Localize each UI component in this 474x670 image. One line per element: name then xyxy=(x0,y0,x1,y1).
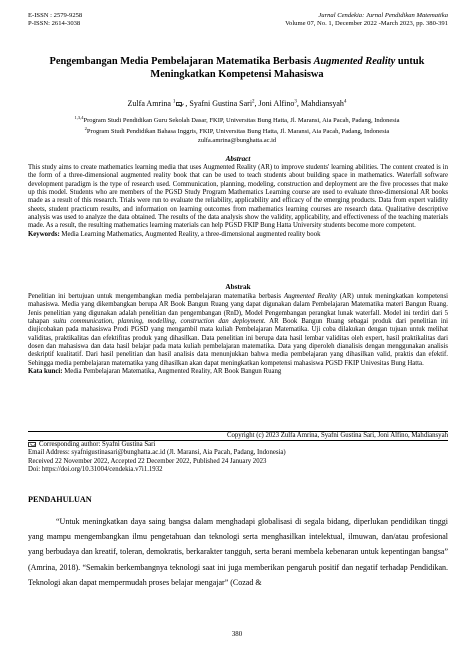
intro-paragraph: “Untuk meningkatkan daya saing bangsa dalam menghadapi globalisasi di segala bidang, diperlukan pendidikan tinggi yang mampu mengembangkan ilmu pengetahuan dan teknologi serta menghasilkan intelektual, ilmuwan, dan/atau profesional yang berbudaya dan kreatif, toleran, demokratis, berkarakter tangguh, serta berani membela kebenaran untuk kepentingan bangsa” (Amrina, 2018). “Semakin berkembangnya teknologi saat ini juga memberikan pengaruh positif dan negatif terhadap Pendidikan. Teknologi akan dapat mempermudah proses belajar mengajar” (Cozad & xyxy=(28,517,448,587)
author-email: zulfa.amrina@bunghatta.ac.id xyxy=(197,136,277,144)
envelope-icon xyxy=(28,442,36,447)
article-dates: Received 22 November 2022, Accepted 22 December 2022, Published 24 January 2023 xyxy=(28,457,267,465)
section-heading: PENDAHULUAN xyxy=(28,495,92,504)
doi-link[interactable]: https://doi.org/10.31004/cendekia.v7i1.1932 xyxy=(41,465,163,473)
eissn: E-ISSN : 2579-9258 xyxy=(28,12,83,19)
kata-kunci: Kata kunci: Media Pembelajaran Matematika, Augmented Reality, AR Book Bangun Ruang xyxy=(28,368,282,376)
email-address: Email Address: syafnigustinasari@bunghatta.ac.id (Jl. Maransi, Aia Pacah, Padang, Indonesia) xyxy=(28,449,286,457)
issn-block xyxy=(28,12,82,29)
paper-title: Pengembangan Media Pembelajaran Matematika Berbasis Augmented Reality untuk Meningkatkan Kompetensi Mahasiswa xyxy=(49,56,425,80)
abstrak-heading: Abstrak xyxy=(225,283,251,291)
envelope-icon xyxy=(176,102,182,106)
abstract-indonesian: Penelitian ini bertujuan untuk mengembangkan media pembelajaran matematika berbasis Augmented Reality (AR) untuk meningkatkan kompetensi mahasiswa. Media yang dikembangkan berupa AR Book Bangun Ruang yang dapat digunakan dalam Pembelajaran Matematika materi Bangun Ruang. Jenis penelitian yang digunakan adalah penelitian dan pengembangan (RnD), Model Pengembangan perangkat lunak waterfall. Model ini terdiri dari 5 tahapan suitu communication, planning, modelling, construction dan deployment. AR Book Bangun Ruang sebagai produk dari penelitian ini diujicobakan pada mahasiswa Prodi PGSD yang mengambil mata kuliah Pembelajaran Matematika. Uji coba dilakukan dengan tujuan untuk melihat validitas, praktikalitas dan efektifitas produk yang dihasilkan. Data penelitian ini berupa data hasil lembar validitas oleh expert, hasil praktikalitas dari dosen dan mahasiswa dan data hasil belajar pada mata kuliah pembelajaran matematika. Data yang diperoleh dianalisis dengan menggunakan analisis deskriptif kualitatif. Dari hasil penelitian dan hasil analisis data menunjukkan bahwa media pembelajaran yang dihasilkan valid, praktis dan efektif. Sehingga media pembelajaran matematika yang dihasilkan akan dapat meningkatkan kompetensi mahasiswa PGSD FKIP Univesitas Bung Hatta. Kata kunci: Media Pembelajaran Matematika, Augmented Reality, AR Book Bangun Ruang xyxy=(28,293,449,376)
affiliations: $^{1,3,4}$Program Studi Pendidikan Guru Sekolah Dasar, FKIP, Universitas Bung Hatta, Jl. Maransi, Aia Pacah, Padang, Indonesia $^2$Program Studi Pendidikan Bahasa Inggris, FKIP, Universitas Bung Hatta, Jl. Maransi, Aia Pacah, Padang, Indonesia zulfa.amrina@bunghatta.ac.id xyxy=(28,114,446,145)
corresponding-author: Corresponding author: Syafni Gustina Sari xyxy=(39,441,156,448)
page-number: 380 xyxy=(231,631,243,638)
author-list: Zulfa Amrina $^1$ , Syafni Gustina Sari$^2$, Joni Alfino$^3$, Mahdiansyah$^4$ xyxy=(127,99,347,108)
keywords: Keywords: Media Learning Mathematics, Augmented Reality, a three-dimensional augmented reality book xyxy=(28,230,321,238)
abstract-heading: Abstract xyxy=(225,155,251,163)
journal-volume: Volume 07, No. 1, December 2022 -March 2023, pp. 380-391 xyxy=(285,20,448,28)
pissn: P-ISSN: 2614-3038 xyxy=(28,20,81,28)
journal-block xyxy=(285,12,448,29)
correspondence-block: Corresponding author: Syafni Gustina Sari Email Address: syafnigustinasari@bunghatta.ac.id (Jl. Maransi, Aia Pacah, Padang, Indonesia) Received 22 November 2022, Accepted 22 December 2022, Published 24 January 2023 Doi: https://doi.org/10.31004/cendekia.v7i1.1932 xyxy=(28,441,286,473)
journal-name: Jurnal Cendekia: Jurnal Pendidikan Matematika xyxy=(318,12,448,19)
abstract-english: This study aims to create mathematics learning media that uses Augmented Reality (AR) to improve students' learning abilities. The content created is in the form of a three-dimensional augmented reality book that can be used to teach students about building space in mathematics. Waterfall software development paradigm is the type of research used. Communication, planning, modeling, construction and deployment are the five processes that make up this model. Students who are members of the PGSD Study Program Mathematics Learning course are used to evaluate three-dimensional AR books made as a result of this research. Trials were run to evaluate the reliability, applicability and efficacy of the emerging products. Data from expert validity sheets, student practicum results, and information on learning outcomes from mathematics learning courses are research data. Qualitative descriptive analysis was used to analyze the data obtained. The results of the data analysis show the validity, applicability, and effectiveness of the teaching materials made. As a result, the resulting mathematics learning materials can help PGSD FKIP Bung Hatta University students become more competent. Keywords: Media Learning Mathematics, Augmented Reality, a three-dimensional augmented reality book xyxy=(28,164,448,238)
copyright-notice: Copyright (c) 2023 Zulfa Amrina, Syafni Gustina Sari, Joni Alfino, Mahdiansyah xyxy=(226,432,448,439)
